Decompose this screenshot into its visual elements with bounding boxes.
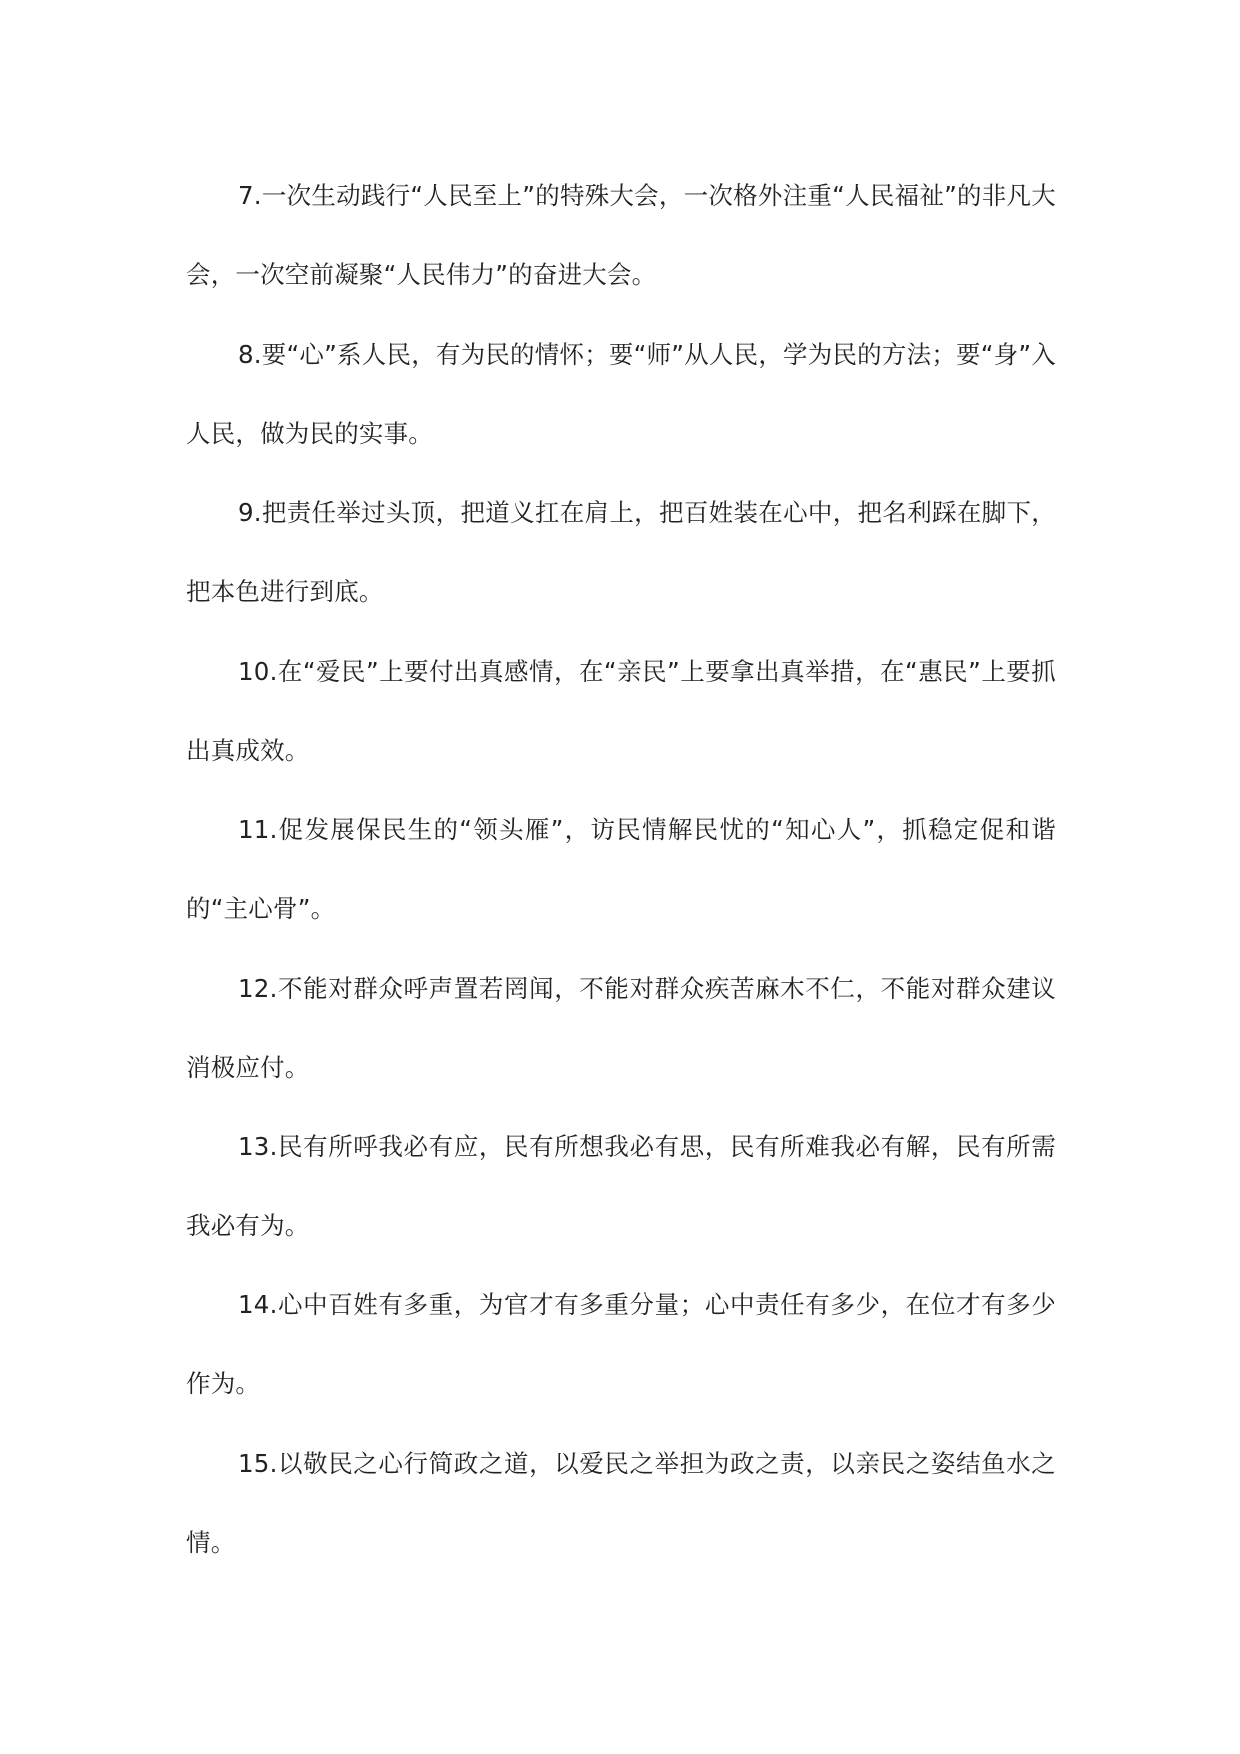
paragraph-14: 14.心中百姓有多重，为官才有多重分量；心中责任有多少，在位才有多少作为。 [186, 1290, 1056, 1398]
paragraph-12: 12.不能对群众呼声置若罔闻，不能对群众疾苦麻木不仁，不能对群众建议消极应付。 [186, 974, 1056, 1082]
paragraph-8: 8.要“心”系人民，有为民的情怀；要“师”从人民，学为民的方法；要“身”入人民，做为民的实事。 [186, 340, 1056, 448]
paragraph-10: 10.在“爱民”上要付出真感情，在“亲民”上要拿出真举措，在“惠民”上要抓出真成效。 [186, 657, 1056, 765]
paragraph-13: 13.民有所呼我必有应，民有所想我必有思，民有所难我必有解，民有所需我必有为。 [186, 1132, 1056, 1240]
paragraph-15: 15.以敬民之心行简政之道，以爱民之举担为政之责，以亲民之姿结鱼水之情。 [186, 1449, 1056, 1557]
paragraph-9: 9.把责任举过头顶，把道义扛在肩上，把百姓装在心中，把名利踩在脚下，把本色进行到底。 [186, 498, 1056, 606]
paragraph-7: 7.一次生动践行“人民至上”的特殊大会，一次格外注重“人民福祉”的非凡大会，一次空前凝聚“人民伟力”的奋进大会。 [186, 181, 1056, 289]
paragraph-11: 11.促发展保民生的“领头雁”，访民情解民忧的“知心人”，抓稳定促和谐的“主心骨”。 [186, 815, 1056, 923]
